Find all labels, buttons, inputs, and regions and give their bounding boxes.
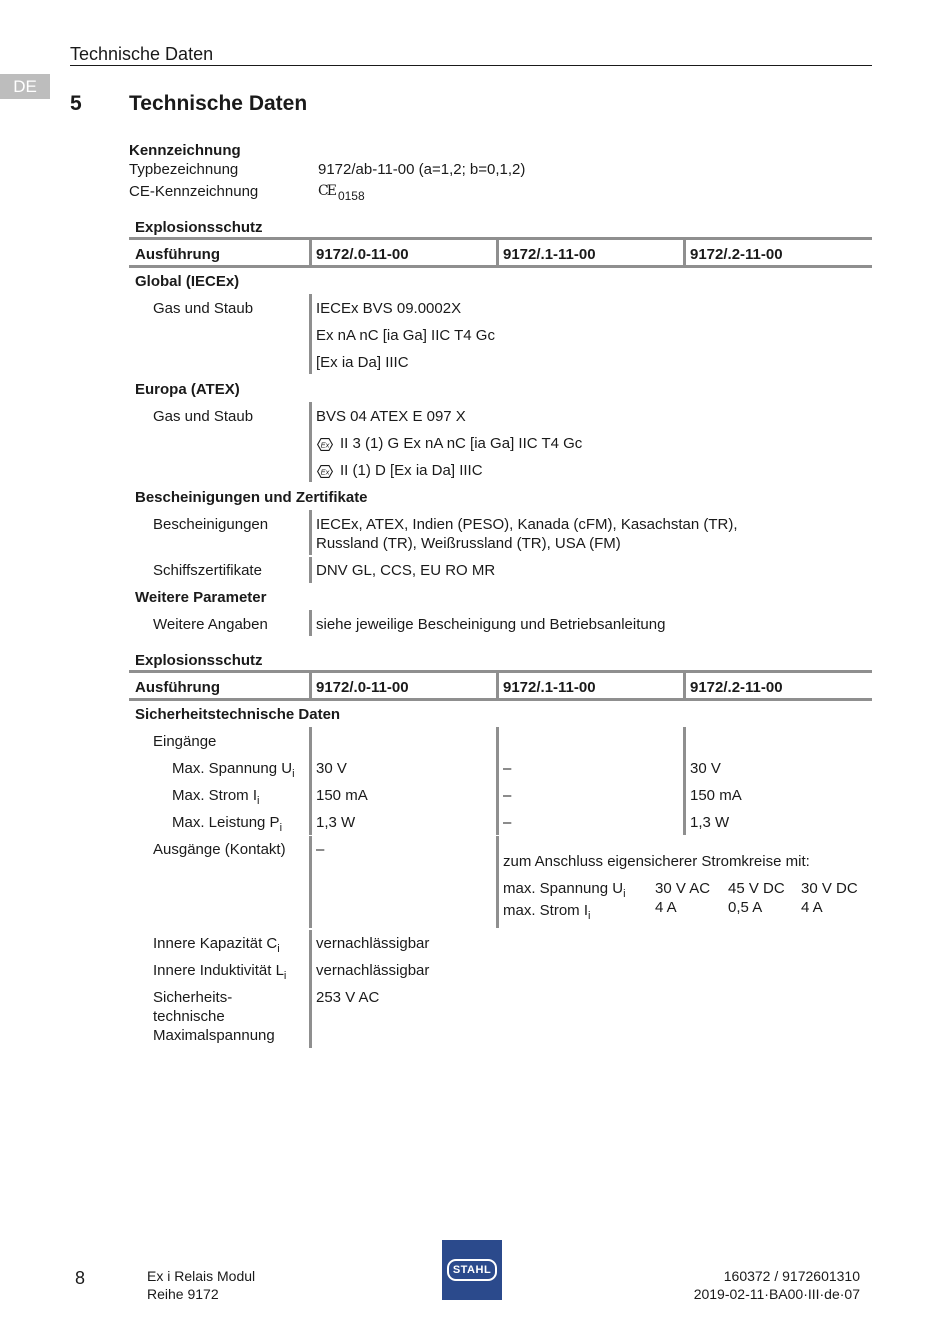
maxspannung-value: 253 V AC (316, 989, 380, 1006)
kapazitaet-label: Innere Kapazität $C_i$ (153, 935, 280, 955)
table1-variant-1: 9172/.1-11-00 (503, 246, 596, 263)
europa-line-2: II 3 (1) G Ex nA nC [ia Ga] IIC T4 Gc (340, 435, 583, 452)
language-tab: DE (0, 74, 50, 99)
table1-top-rule (129, 237, 872, 240)
table2-variant-1: 9172/.1-11-00 (503, 679, 596, 696)
strom-v2: 150 mA (690, 787, 742, 804)
explosionsschutz-heading-2: Explosionsschutz (135, 652, 263, 669)
leistung-v0: 1,3 W (316, 814, 356, 831)
header-rule (70, 65, 872, 66)
lower-rows-divider (309, 930, 312, 1048)
ausgaenge-strom-1: 0,5 A (728, 899, 763, 916)
weitere-value: siehe jeweilige Bescheinigung und Betriebsanleitung (316, 616, 666, 633)
ausgaenge-spannung-0: 30 V AC (655, 880, 711, 897)
ce-mark (318, 182, 365, 203)
ce-mark-symbol: CE (318, 183, 335, 199)
table1-col-label: Ausführung (135, 246, 220, 263)
cert-divider-2 (309, 557, 312, 583)
strom-label: Max. Strom $I_i$ (172, 787, 260, 807)
leistung-label: Max. Leistung $P_i$ (172, 814, 283, 834)
ausgaenge-v0: – (316, 841, 325, 858)
cert-label-2: Schiffszertifikate (153, 562, 262, 579)
table2-top-rule (129, 670, 872, 673)
sicherheit-heading: Sicherheitstechnische Daten (135, 706, 341, 723)
table1-variant-2: 9172/.2-11-00 (690, 246, 783, 263)
strom-v1: – (503, 787, 512, 804)
table2-col-label: Ausführung (135, 679, 220, 696)
spannung-v0: 30 V (316, 760, 347, 777)
weitere-label: Weitere Angaben (153, 616, 268, 633)
spannung-v1: – (503, 760, 512, 777)
table2-variant-0: 9172/.0-11-00 (316, 679, 409, 696)
table1-header-rule (129, 265, 872, 268)
ausgaenge-divider-col1 (496, 836, 499, 928)
table1-header-divider (496, 240, 499, 266)
ausgaenge-divider-col0 (309, 836, 312, 928)
europa-divider (309, 402, 312, 482)
weitere-divider (309, 610, 312, 636)
cert-heading: Bescheinigungen und Zertifikate (135, 489, 368, 506)
cert-value-1a: IECEx, ATEX, Indien (PESO), Kanada (cFM), Kasachstan (TR), (316, 516, 738, 533)
typ-value: 9172/ab-11-00 (a=1,2; b=0,1,2) (318, 161, 526, 178)
ausgaenge-spannung-1: 45 V DC (728, 880, 785, 897)
table2-header-divider (309, 673, 312, 699)
table2-header-divider (496, 673, 499, 699)
leistung-v1: – (503, 814, 512, 831)
table2-header-rule (129, 698, 872, 701)
stahl-logo (442, 1240, 502, 1300)
kapazitaet-value: vernachlässigbar (316, 935, 430, 952)
maxspannung-label-2: technische (153, 1008, 225, 1025)
stahl-logo-text: STAHL (447, 1259, 497, 1281)
footer-doc-number: 160372 / 9172601310 (723, 1268, 860, 1284)
footer-doc-date: 2019-02-11·BA00·III·de·07 (693, 1286, 860, 1302)
ce-label: CE-Kennzeichnung (129, 183, 259, 200)
maxspannung-label-3: Maximalspannung (153, 1027, 275, 1044)
ausgaenge-strom-0: 4 A (655, 899, 677, 916)
ausgaenge-label: Ausgänge (Kontakt) (153, 841, 286, 858)
europa-heading: Europa (ATEX) (135, 381, 240, 398)
table1-variant-0: 9172/.0-11-00 (316, 246, 409, 263)
induktivitaet-value: vernachlässigbar (316, 962, 430, 979)
induktivitaet-label: Innere Induktivität $L_i$ (153, 962, 287, 982)
section-number: 5 (70, 92, 82, 115)
explosionsschutz-heading-1: Explosionsschutz (135, 219, 263, 236)
maxspannung-label-1: Sicherheits- (153, 989, 233, 1006)
table2-variant-2: 9172/.2-11-00 (690, 679, 783, 696)
cert-value-2: DNV GL, CCS, EU RO MR (316, 562, 496, 579)
global-divider (309, 294, 312, 374)
inputs-divider-col1 (496, 727, 499, 835)
ausgaenge-spannung-label: max. Spannung $U_i$ (503, 880, 626, 900)
svg-text:Ex: Ex (320, 467, 330, 477)
ausgaenge-note: zum Anschluss eigensicherer Stromkreise mit: (503, 853, 810, 870)
cert-label-1: Bescheinigungen (153, 516, 269, 533)
spannung-v2: 30 V (690, 760, 721, 777)
kennzeichnung-heading: Kennzeichnung (129, 142, 241, 159)
cert-divider-1 (309, 510, 312, 555)
global-heading: Global (IECEx) (135, 273, 240, 290)
ausgaenge-strom-label: max. Strom $I_i$ (503, 902, 591, 922)
europa-line-3: II (1) D [Ex ia Da] IIIC (340, 462, 483, 479)
footer-product-1: Ex i Relais Modul (147, 1268, 256, 1284)
eingaenge-label: Eingänge (153, 733, 217, 750)
ausgaenge-spannung-2: 30 V DC (801, 880, 858, 897)
global-line-1: IECEx BVS 09.0002X (316, 300, 462, 317)
europa-line-1: BVS 04 ATEX E 097 X (316, 408, 466, 425)
ce-number: 0158 (337, 189, 365, 203)
table2-header-divider (683, 673, 686, 699)
svg-text:Ex: Ex (320, 440, 330, 450)
strom-v0: 150 mA (316, 787, 368, 804)
global-label: Gas und Staub (153, 300, 254, 317)
ausgaenge-strom-2: 4 A (801, 899, 823, 916)
typ-label: Typbezeichnung (129, 161, 239, 178)
footer-product-2: Reihe 9172 (147, 1286, 219, 1302)
inputs-divider-col0 (309, 727, 312, 835)
section-title: Technische Daten (129, 92, 308, 115)
leistung-v2: 1,3 W (690, 814, 730, 831)
inputs-divider-col2 (683, 727, 686, 835)
global-line-3: [Ex ia Da] IIIC (316, 354, 409, 371)
cert-value-1b: Russland (TR), Weißrussland (TR), USA (FM) (316, 535, 621, 552)
table1-header-divider (309, 240, 312, 266)
global-line-2: Ex nA nC [ia Ga] IIC T4 Gc (316, 327, 495, 344)
spannung-label: Max. Spannung $U_i$ (172, 760, 295, 780)
page-number: 8 (75, 1268, 86, 1288)
weitere-heading: Weitere Parameter (135, 589, 267, 606)
europa-label: Gas und Staub (153, 408, 254, 425)
table1-header-divider (683, 240, 686, 266)
running-header-title: Technische Daten (70, 44, 214, 64)
ex-hexagon-icon (317, 438, 333, 451)
ex-hexagon-icon (317, 465, 333, 478)
